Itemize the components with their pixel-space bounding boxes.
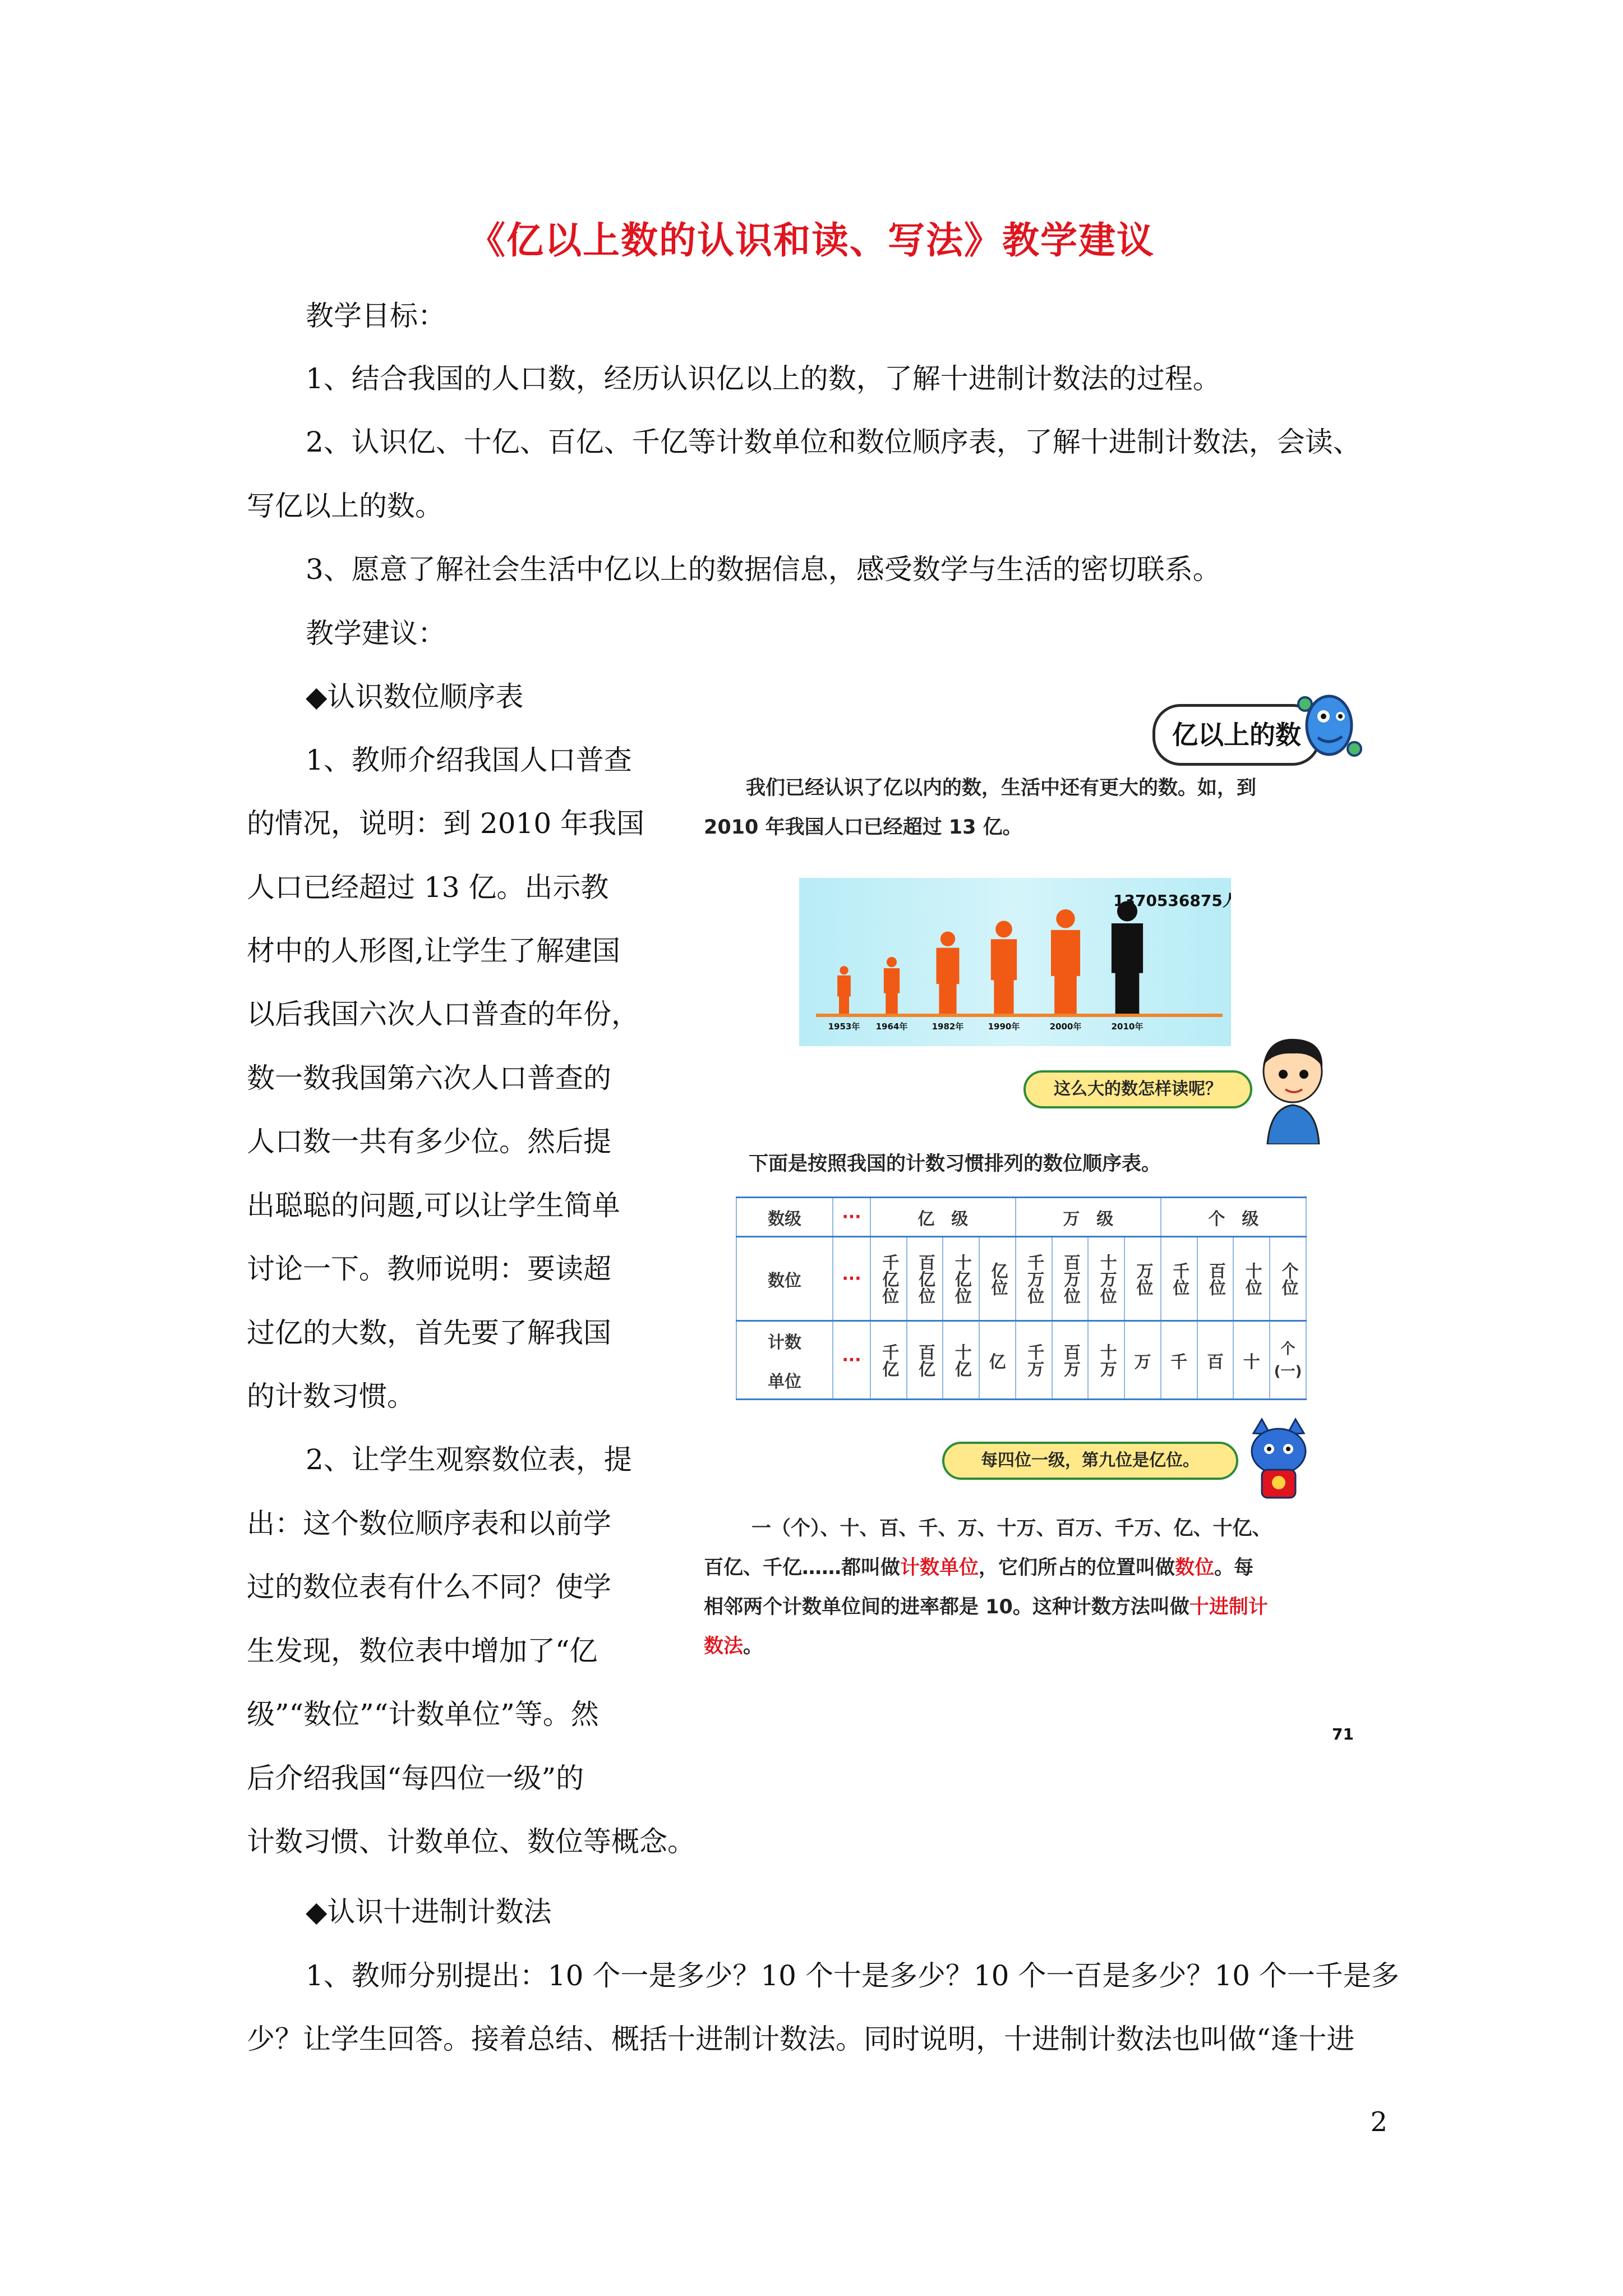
- page-number: 2: [1370, 2106, 1387, 2138]
- unit-label: 百万: [1060, 1343, 1080, 1377]
- place-cell: [1124, 1237, 1161, 1321]
- boy-character-icon: [1251, 1032, 1335, 1144]
- population-figure: [884, 968, 900, 1014]
- row-units: [736, 1321, 1306, 1400]
- unit-header-line-2: 单位: [768, 1372, 802, 1392]
- left-column-line: 的情况，说明：到 2010 年我国: [247, 807, 645, 840]
- place-label: 百万位: [1060, 1253, 1080, 1304]
- unit-label: 千万: [1024, 1343, 1044, 1377]
- row-header-level: 数级: [736, 1198, 833, 1237]
- rule-text: 百亿、千亿……都叫做: [704, 1557, 901, 1579]
- level-wan: 万 级: [1016, 1198, 1161, 1237]
- unit-cell: [1233, 1321, 1270, 1400]
- census-year-label: 2010年: [1111, 1022, 1144, 1032]
- census-year-label: 1982年: [932, 1022, 964, 1032]
- term-decimal-system-end: 数法: [704, 1635, 744, 1658]
- mascot-robot-icon: [1293, 682, 1366, 766]
- unit-cell: [870, 1321, 907, 1400]
- document-title: 《亿以上数的认识和读、写法》教学建议: [468, 218, 1155, 262]
- place-label: 万位: [1133, 1262, 1153, 1296]
- unit-label: 个(一): [1274, 1340, 1302, 1380]
- census-year-label: 2000年: [1049, 1022, 1082, 1032]
- last-paragraph-line-2: 少？让学生回答。接着总结、概括十进制计数法。同时说明，十进制计数法也叫做“逢十进: [247, 2023, 1355, 2055]
- place-cell: [1233, 1237, 1270, 1321]
- rule-text: ，它们所占的位置叫做: [979, 1557, 1175, 1579]
- level-yi: 亿 级: [870, 1198, 1016, 1237]
- table-caption: 下面是按照我国的计数习惯排列的数位顺序表。: [749, 1153, 1161, 1175]
- digit-order-table: [736, 1197, 1307, 1400]
- left-column-line: 2、让学生观察数位表，提: [306, 1443, 632, 1476]
- left-column-line: 1、教师介绍我国人口普查: [306, 744, 632, 776]
- place-cell: [907, 1237, 943, 1321]
- suggest-heading: 教学建议：: [306, 617, 446, 650]
- place-label: 百位: [1205, 1262, 1225, 1296]
- place-label: 十亿位: [951, 1253, 971, 1304]
- population-chart: [799, 878, 1231, 1046]
- left-column-line: 过亿的大数，首先要了解我国: [247, 1317, 611, 1349]
- left-column-line: 过的数位表有什么不同？使学: [247, 1571, 611, 1603]
- place-cell: [1016, 1237, 1052, 1321]
- left-column-line: 生发现，数位表中增加了“亿: [247, 1635, 598, 1667]
- census-year-label: 1953年: [828, 1022, 860, 1032]
- population-figure-head: [887, 957, 897, 967]
- unit-label: 百: [1206, 1352, 1224, 1372]
- row-levels: [736, 1198, 1306, 1237]
- left-column-line: 级”“数位”“计数单位”等。然: [247, 1698, 599, 1731]
- population-figure: [837, 976, 851, 1014]
- place-cell: [1088, 1237, 1124, 1321]
- unit-cell: [1124, 1321, 1161, 1400]
- population-figure-head: [995, 921, 1012, 938]
- left-column-line: 数一数我国第六次人口普查的: [247, 1062, 611, 1094]
- place-cell: [1052, 1237, 1089, 1321]
- subsection-decimal: ◆认识十进制计数法: [306, 1895, 552, 1928]
- population-figure-head: [940, 932, 955, 946]
- goal-3: 3、愿意了解社会生活中亿以上的数据信息，感受数学与生活的密切联系。: [306, 553, 1221, 586]
- goal-2-line-1: 2、认识亿、十亿、百亿、千亿等计数单位和数位顺序表，了解十进制计数法，会读、: [306, 426, 1361, 458]
- population-figure: [1051, 930, 1080, 1014]
- rule-line-2: [704, 1548, 1253, 1588]
- place-label: 百亿位: [915, 1253, 935, 1304]
- place-label: 亿位: [988, 1262, 1008, 1296]
- unit-label: 十万: [1096, 1343, 1117, 1377]
- unit-label: 千亿: [879, 1343, 899, 1377]
- term-decimal-system: 十进制计: [1189, 1596, 1268, 1618]
- unit-cell: [907, 1321, 943, 1400]
- row-header-unit: [736, 1321, 833, 1400]
- speech-bubble-how-to-read: 这么大的数怎样读呢？: [1023, 1070, 1252, 1108]
- unit-cell: [1197, 1321, 1234, 1400]
- textbook-page-number: 71: [1332, 1725, 1354, 1743]
- population-label: 1370536875人: [1113, 891, 1231, 910]
- level-ge: 个 级: [1161, 1198, 1306, 1237]
- subsection-digit-table: ◆认识数位顺序表: [306, 680, 524, 713]
- place-cell: [1270, 1237, 1306, 1321]
- left-column-line: 的计数习惯。: [247, 1380, 415, 1412]
- left-column-line: 讨论一下。教师说明：要读超: [247, 1253, 611, 1285]
- left-column-line: 人口已经超过 13 亿。出示教: [247, 871, 609, 904]
- left-column-line: 计数习惯、计数单位、数位等概念。: [247, 1825, 695, 1858]
- place-label: 十位: [1242, 1262, 1262, 1296]
- place-label: 千位: [1169, 1262, 1189, 1296]
- rule-text: 。: [743, 1635, 763, 1658]
- digit-order-table-wrap: [736, 1197, 1307, 1400]
- unit-label: 千: [1170, 1352, 1188, 1372]
- last-paragraph-line-1: 1、教师分别提出：10 个一是多少？10 个十是多少？10 个一百是多少？10 个一千是多: [306, 1959, 1399, 1992]
- dots-cell: ···: [833, 1321, 870, 1400]
- left-column-line: 出聪聪的问题,可以让学生简单: [247, 1189, 620, 1222]
- population-chart-panel: [799, 878, 1231, 1046]
- speech-bubble-four-digit-rule: 每四位一级，第九位是亿位。: [942, 1442, 1238, 1480]
- unit-cell: [943, 1321, 979, 1400]
- unit-cell: [1088, 1321, 1124, 1400]
- unit-cell: [1161, 1321, 1197, 1400]
- unit-label: 百亿: [915, 1343, 935, 1377]
- rule-line-4: [704, 1627, 763, 1666]
- rule-text: 相邻两个计数单位间的进率都是 10。这种计数方法叫做: [704, 1596, 1189, 1618]
- unit-cell: [1270, 1321, 1306, 1400]
- dots-cell: ···: [833, 1237, 870, 1321]
- place-cell: [1197, 1237, 1234, 1321]
- population-figure: [937, 948, 960, 1014]
- unit-label: 万: [1134, 1352, 1151, 1372]
- place-cell: [943, 1237, 979, 1321]
- unit-cell: [1052, 1321, 1089, 1400]
- row-places: [736, 1237, 1306, 1321]
- term-counting-unit: 计数单位: [900, 1557, 979, 1579]
- population-figure: [991, 939, 1017, 1014]
- unit-label: 十亿: [951, 1343, 971, 1377]
- dots-cell: ···: [833, 1198, 870, 1237]
- unit-label: 十: [1243, 1352, 1260, 1372]
- place-label: 千亿位: [879, 1253, 899, 1304]
- rule-text: 。每: [1214, 1557, 1254, 1579]
- unit-header-line-1: 计数: [768, 1332, 802, 1352]
- left-column-line: 材中的人形图,让学生了解建国: [247, 935, 620, 967]
- goal-1: 1、结合我国的人口数，经历认识亿以上的数，了解十进制计数法的过程。: [306, 362, 1221, 395]
- intro-line-2: 2010 年我国人口已经超过 13 亿。: [704, 816, 1022, 839]
- intro-line-1: 我们已经认识了亿以内的数，生活中还有更大的数。如，到: [746, 777, 1257, 799]
- place-cell: [870, 1237, 907, 1321]
- place-label: 十万位: [1096, 1253, 1117, 1304]
- blue-cat-character-icon: [1237, 1416, 1321, 1501]
- goal-2-line-2: 写亿以上的数。: [247, 490, 443, 522]
- place-cell: [1161, 1237, 1197, 1321]
- population-figure: [1112, 923, 1143, 1014]
- unit-cell: [1016, 1321, 1052, 1400]
- place-label: 个位: [1278, 1262, 1298, 1296]
- left-column-line: 后介绍我国“每四位一级”的: [247, 1762, 584, 1795]
- unit-label: 亿: [989, 1352, 1006, 1372]
- unit-cell: [979, 1321, 1016, 1400]
- rule-line-3: [704, 1588, 1268, 1627]
- row-header-place: 数位: [736, 1237, 833, 1321]
- place-cell: [979, 1237, 1016, 1321]
- goals-heading: 教学目标：: [306, 300, 446, 332]
- census-year-label: 1990年: [988, 1022, 1020, 1032]
- left-column-line: 以后我国六次人口普查的年份，: [247, 998, 639, 1030]
- census-year-label: 1964年: [875, 1022, 908, 1032]
- left-column-line: 出：这个数位顺序表和以前学: [247, 1507, 611, 1540]
- population-figure-head: [840, 966, 848, 974]
- population-figure-head: [1056, 909, 1075, 928]
- place-label: 千万位: [1024, 1253, 1044, 1304]
- section-badge: 亿以上的数: [1152, 704, 1321, 766]
- left-column-line: 人口数一共有多少位。然后提: [247, 1125, 611, 1158]
- term-digit-place: 数位: [1175, 1557, 1215, 1579]
- rule-line-1: 一（个）、十、百、千、万、十万、百万、千万、亿、十亿、: [751, 1517, 1272, 1540]
